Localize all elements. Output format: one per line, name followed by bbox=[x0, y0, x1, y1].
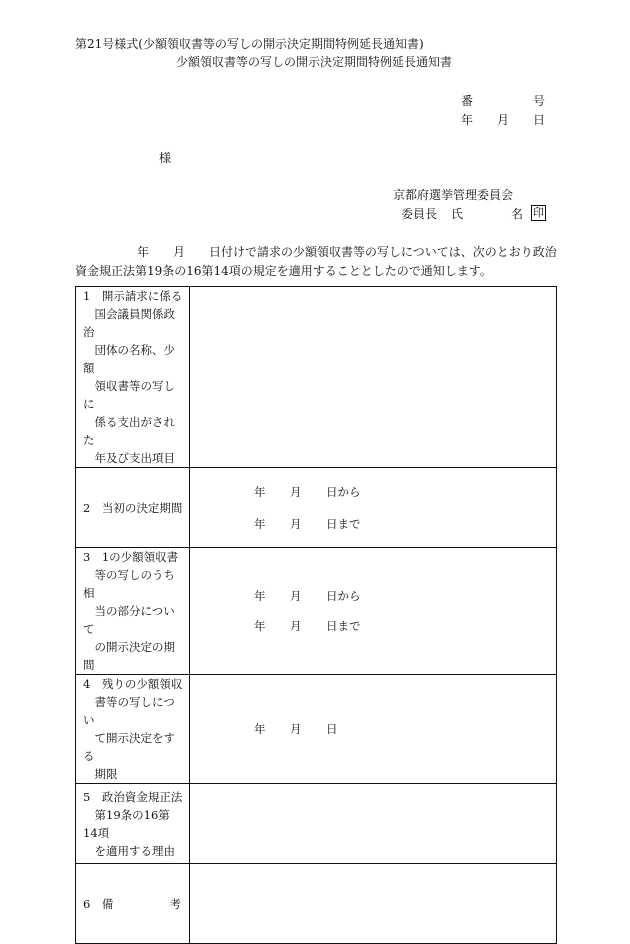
intro-year: 年 bbox=[137, 245, 150, 259]
date-year: 年 bbox=[254, 589, 266, 603]
intro-line1: 日付けで請求の少額領収書等の写しについては、次のとおり政治 bbox=[209, 245, 557, 259]
table-row bbox=[76, 864, 557, 944]
date-year: 年 bbox=[254, 516, 266, 531]
row6-label-cell bbox=[76, 864, 190, 944]
remarks-label-left: 6 備 bbox=[83, 896, 114, 911]
row5-label: 5 政治資金規正法 第19条の16第14項 を適用する理由 bbox=[83, 789, 183, 858]
date-month-label: 月 bbox=[497, 113, 510, 127]
row5-value-cell[interactable] bbox=[190, 784, 557, 864]
date-from: 日から bbox=[326, 484, 361, 499]
row6-label bbox=[76, 896, 189, 912]
form-number: 第21号様式(少額領収書等の写しの開示決定期間特例延長通知書) bbox=[75, 37, 424, 51]
sender-organization: 京都府選挙管理委員会 bbox=[393, 188, 514, 202]
intro-month: 月 bbox=[173, 245, 186, 259]
row4-value-cell[interactable] bbox=[190, 675, 557, 784]
date-until: 日まで bbox=[326, 516, 361, 531]
row1-label-cell bbox=[76, 287, 190, 468]
row5-label-cell bbox=[76, 784, 190, 864]
table-row bbox=[76, 675, 557, 784]
row3-label: 3 1の少額領収書 等の写しのうち相 当の部分について の開示決定の期間 bbox=[83, 550, 179, 672]
date-day: 日 bbox=[326, 722, 338, 736]
table-row bbox=[76, 548, 557, 675]
date-year: 年 bbox=[254, 484, 266, 499]
notice-table bbox=[75, 286, 557, 944]
row2-label-cell bbox=[76, 468, 190, 548]
date-month: 月 bbox=[290, 516, 302, 531]
row2-label: 2 当初の決定期間 bbox=[83, 500, 183, 515]
date-until: 日まで bbox=[326, 619, 361, 633]
number-label: 番 bbox=[461, 94, 474, 108]
row1-value-cell[interactable] bbox=[190, 287, 557, 468]
document-title: 少額領収書等の写しの開示決定期間特例延長通知書 bbox=[176, 55, 453, 69]
remarks-label-right: 考 bbox=[169, 896, 181, 911]
date-year-label: 年 bbox=[461, 113, 474, 127]
table-row bbox=[76, 287, 557, 468]
row4-label: 4 残りの少額領収 書等の写しについ て開示決定をする 期限 bbox=[83, 677, 183, 781]
row2-date-until bbox=[190, 516, 556, 532]
date-year: 年 bbox=[254, 619, 266, 633]
row6-value-cell[interactable] bbox=[190, 864, 557, 944]
sender-position: 委員長 bbox=[401, 207, 438, 221]
table-row bbox=[76, 468, 557, 548]
row3-date-from bbox=[190, 588, 556, 604]
date-month: 月 bbox=[290, 484, 302, 499]
row2-value-cell[interactable] bbox=[190, 468, 557, 548]
number-suffix: 号 bbox=[533, 94, 546, 108]
row3-date-until bbox=[190, 618, 556, 634]
sender-shi: 氏 bbox=[451, 207, 464, 221]
row3-label-cell bbox=[76, 548, 190, 675]
intro-line2: 資金規正法第19条の16第14項の規定を適用することとしたので通知します。 bbox=[75, 264, 492, 278]
date-month: 月 bbox=[290, 722, 302, 736]
table-row bbox=[76, 784, 557, 864]
date-month: 月 bbox=[290, 619, 302, 633]
row4-date bbox=[190, 721, 556, 737]
date-day-label: 日 bbox=[533, 113, 546, 127]
date-from: 日から bbox=[326, 589, 361, 603]
date-year: 年 bbox=[254, 722, 266, 736]
addressee-suffix: 様 bbox=[159, 151, 172, 165]
row1-label: 1 開示請求に係る 国会議員関係政治 団体の名称、少額 領収書等の写しに 係る支出がされた 年及び支出項目 bbox=[83, 289, 183, 465]
row2-date-from bbox=[190, 484, 556, 500]
seal-mark: 印 bbox=[533, 206, 544, 219]
row3-value-cell[interactable] bbox=[190, 548, 557, 675]
date-month: 月 bbox=[290, 589, 302, 603]
row4-label-cell bbox=[76, 675, 190, 784]
sender-mei: 名 bbox=[511, 207, 524, 221]
